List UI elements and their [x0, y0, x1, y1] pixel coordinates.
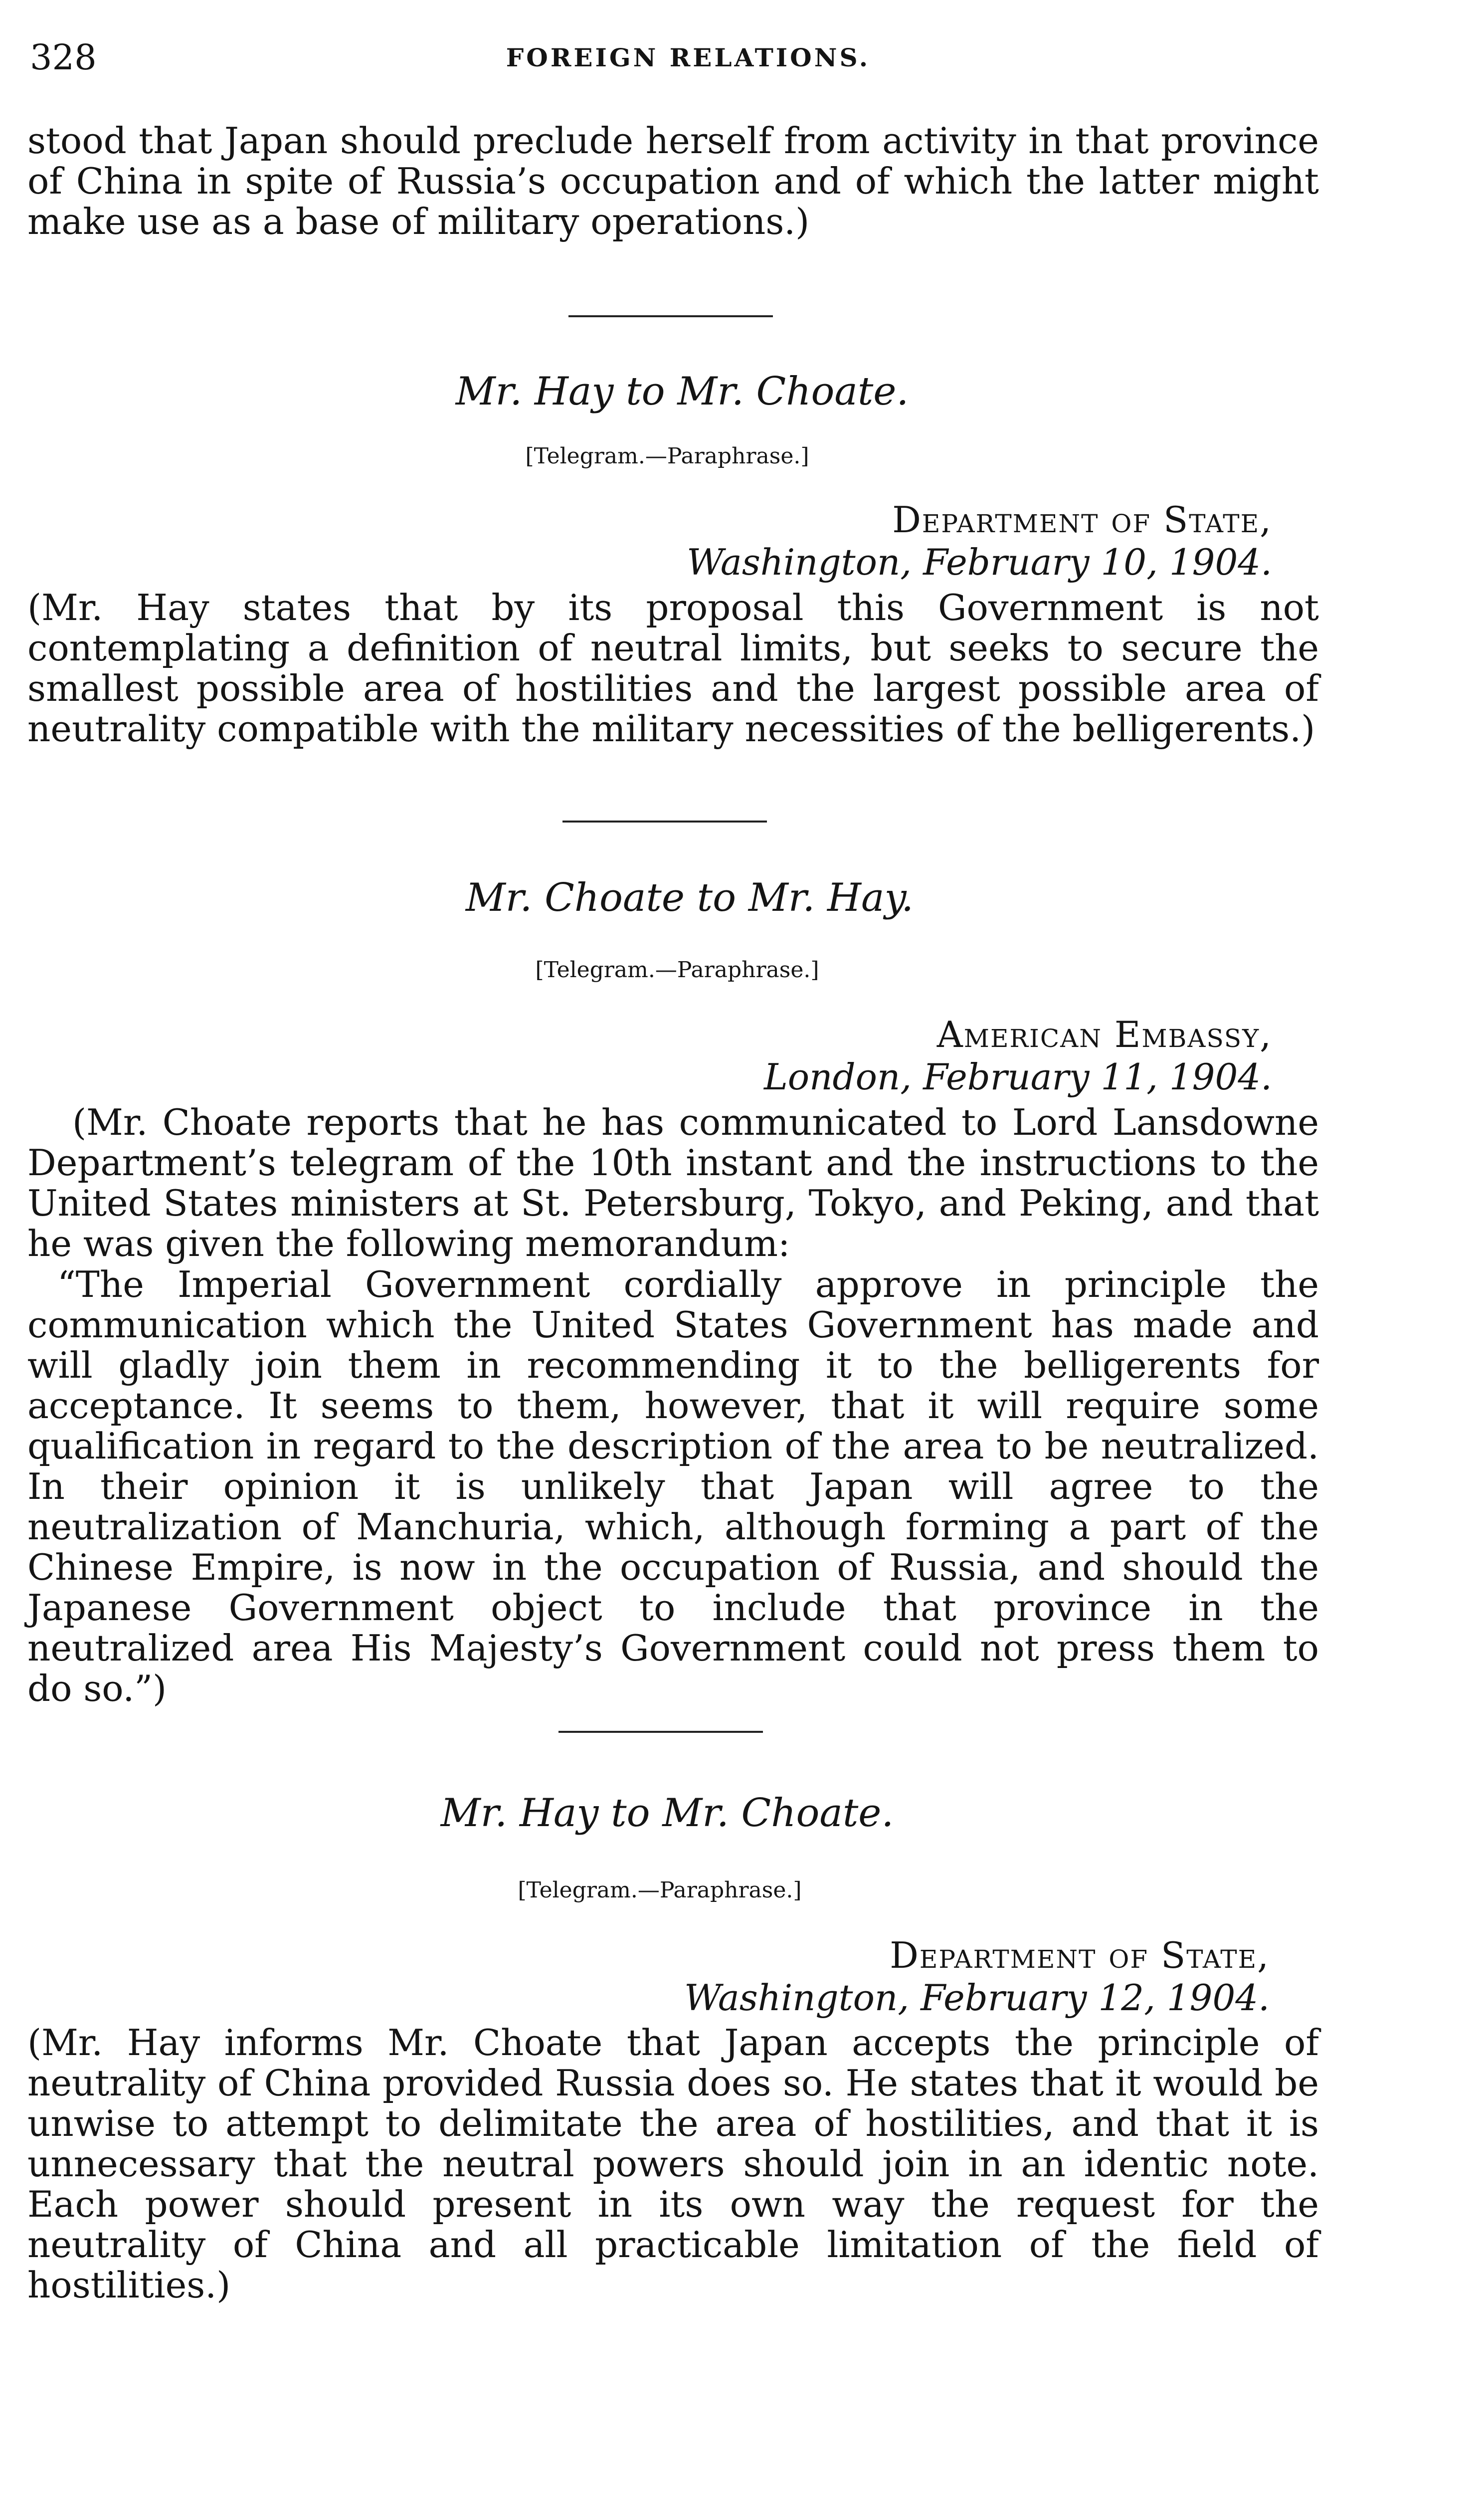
section-divider	[562, 821, 767, 823]
document-heading: Mr. Hay to Mr. Choate.	[440, 1791, 894, 1836]
section-divider	[558, 1731, 763, 1733]
dateline	[687, 499, 1272, 584]
continuation-paragraph: stood that Japan should preclude herself from activity in that province of China in spite of Russia’s occupation and of which the latter might make use as a base of military operations.)	[27, 120, 1319, 242]
document-paragraph: (Mr. Choate reports that he has communicated to Lord Lansdowne Department’s telegram of the 10th instant and the instructions to the United States ministers at St. Petersburg, Tokyo, and Peking, and that he was given the following memorandum:	[27, 1101, 1319, 1264]
dateline-office: Department of State,	[892, 499, 1272, 541]
dateline	[684, 1934, 1270, 2019]
telegram-note: [Telegram.—Paraphrase.]	[535, 957, 819, 983]
dateline-place-date: Washington, February 12, 1904.	[684, 1977, 1270, 2019]
document-heading: Mr. Choate to Mr. Hay.	[465, 875, 914, 920]
document-paragraph: (Mr. Hay informs Mr. Choate that Japan accepts the principle of neutrality of China provided Russia does so. He states that it would be unwise to attempt to delimitate the area of hostilities, and that it is unnecessary that the neutral powers should join in an identic note. Each power should present in its own way the request for the neutrality of China and all practicable limitation of the field of hostilities.)	[27, 2022, 1319, 2306]
document-heading: Mr. Hay to Mr. Choate.	[455, 369, 909, 414]
dateline-place-date: Washington, February 10, 1904.	[687, 541, 1272, 583]
section-divider	[568, 315, 773, 317]
running-title: FOREIGN RELATIONS.	[506, 43, 871, 72]
running-head	[30, 35, 1346, 80]
document-paragraph: (Mr. Hay states that by its proposal this Government is not contemplating a definition of neutral limits, but seeks to secure the smallest possible area of hostilities and the largest possible area of neutrality compatible with the military necessities of the belligerents.)	[27, 587, 1319, 750]
dateline	[764, 1014, 1272, 1098]
dateline-place-date: London, February 11, 1904.	[763, 1056, 1272, 1098]
page-number: 328	[30, 37, 97, 78]
dateline-office: American Embassy,	[936, 1014, 1272, 1055]
telegram-note: [Telegram.—Paraphrase.]	[525, 443, 809, 469]
dateline-office: Department of State,	[890, 1934, 1270, 1976]
telegram-note: [Telegram.—Paraphrase.]	[518, 1877, 802, 1903]
quoted-memorandum: “The Imperial Government cordially approve in principle the communication which the United States Government has made and will gladly join them in recommending it to the belligerents for acceptance. It seems to them, however, that it will require some qualification in regard to the description of the area to be neutralized. In their opinion it is unlikely that Japan will agree to the neutralization of Manchuria, which, although forming a part of the Chinese Empire, is now in the occupation of Russia, and should the Japanese Government object to include that province in the neutralized area His Majesty’s Government could not press them to do so.”)	[27, 1263, 1319, 1709]
